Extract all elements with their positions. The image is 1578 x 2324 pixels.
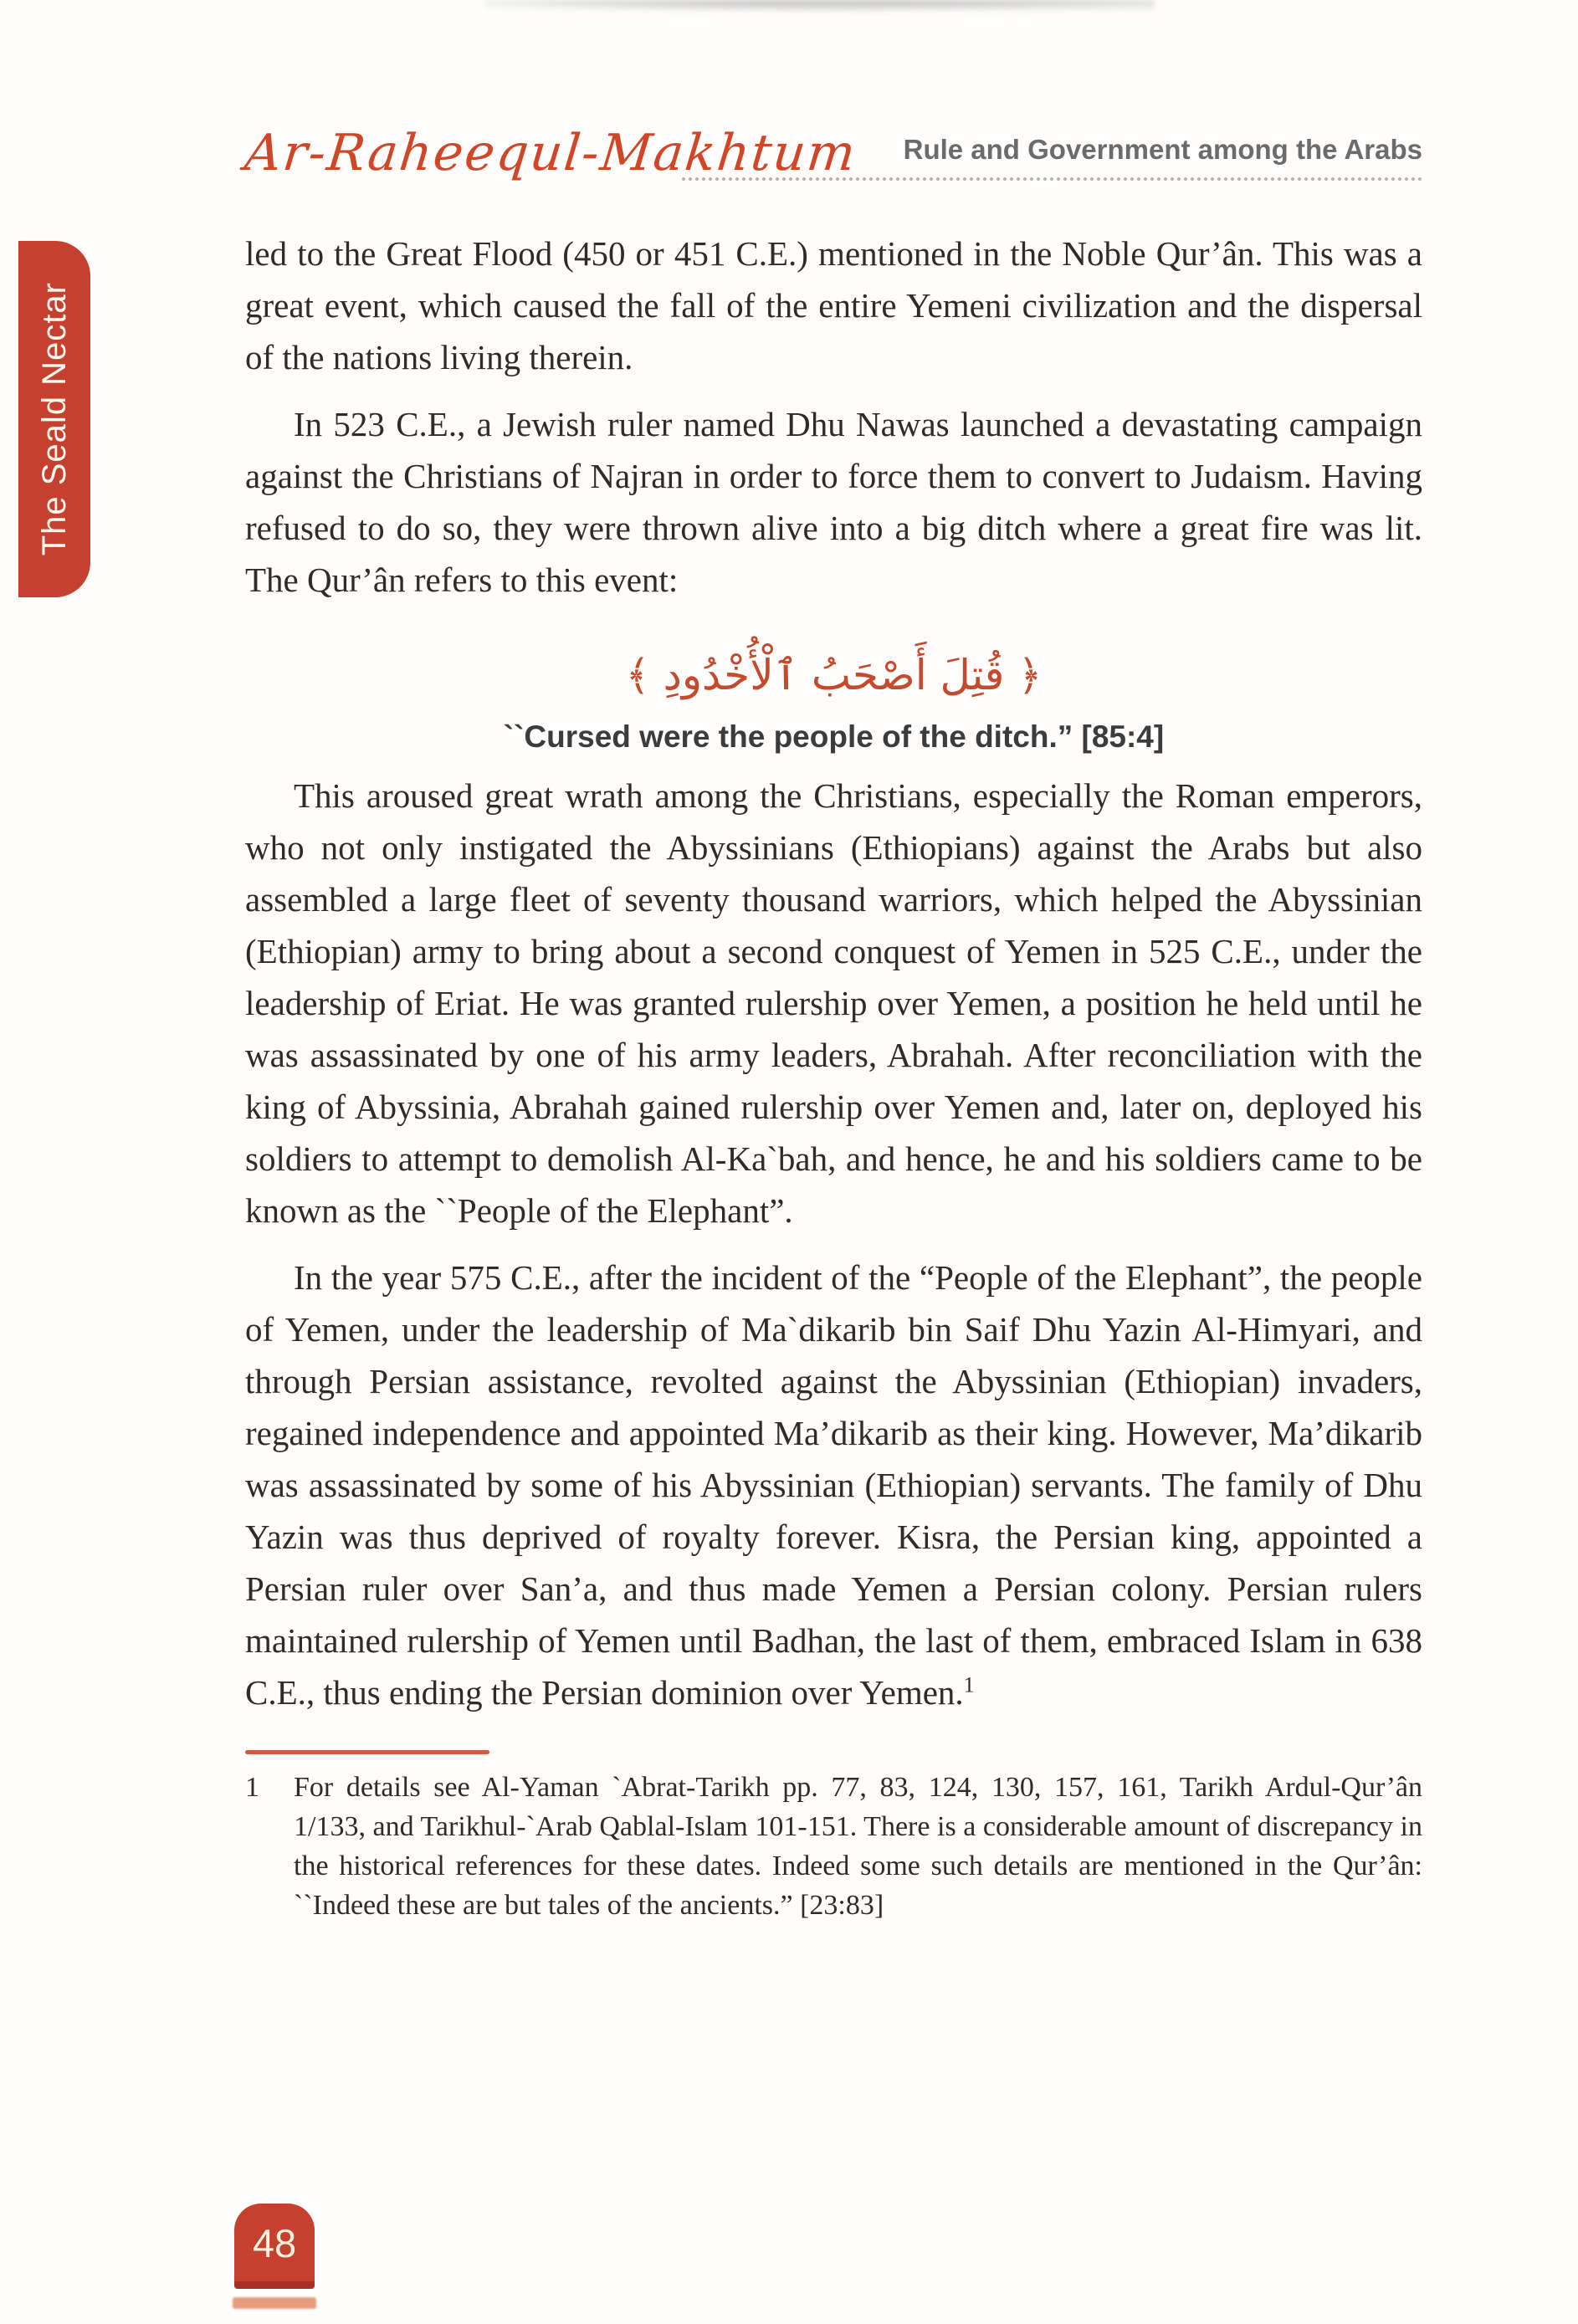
- paragraph-persian-rule: [245, 1252, 1422, 1718]
- footnote-number: 1: [245, 1772, 259, 1803]
- sidebar-tab-label: The Seald Nectar: [35, 282, 73, 556]
- badge-bottom-strip: [234, 2281, 315, 2289]
- quran-verse-translation: ``Cursed were the people of the ditch.” [85:4]: [503, 719, 1165, 754]
- footnote-reference: 1: [963, 1672, 975, 1697]
- paragraph-persian-rule-text: In the year 575 C.E., after the incident of the “People of the Elephant”, the people of Yemen, under the leadership of Ma`dikarib bin Saif Dhu Yazin Al-Himyari, and through Persian assistance, revolted against the Abyssinian (Ethiopian) invaders, regained independence and appointed Ma’dikarib as their king. However, Ma’dikarib was assassinated by some of his Abyssinian (Ethiopian) servants. The family of Dhu Yazin was thus deprived of royalty forever. Kisra, the Persian king, appointed a Persian ruler over San’a, and thus made Yemen a Persian colony. Persian rulers maintained rulership of Yemen until Badhan, the last of them, embraced Islam in 638 C.E., thus ending the Persian dominion over Yemen.: [245, 1258, 1422, 1712]
- section-title: Rule and Government among the Arabs: [903, 134, 1422, 165]
- page-number-badge: [234, 2204, 315, 2289]
- book-title-script: Ar-Raheequl-Makhtum: [242, 124, 860, 182]
- paragraph-dhu-nawas: In 523 C.E., a Jewish ruler named Dhu Nawas launched a devastating campaign against the Christians of Najran in order to force them to convert to Judaism. Having refused to do so, they were thrown alive into a big ditch where a great fire was lit. The Qur’ân refers to this event:: [245, 405, 1422, 599]
- sidebar-tab: [18, 241, 90, 597]
- page-header: [0, 0, 1578, 209]
- footnote-rule: [245, 1750, 489, 1754]
- footnote: [245, 1768, 1422, 1925]
- header-dotted-rule: [682, 177, 1422, 181]
- text-column: [245, 228, 1422, 1925]
- paragraph-abyssinian-conquest: This aroused great wrath among the Christians, especially the Roman emperors, who not only instigated the Abyssinians (Ethiopians) against the Arabs but also assembled a large fleet of seventy thousand warriors, which helped the Abyssinian (Ethiopian) army to bring about a second conquest of Yemen in 525 C.E., under the leadership of Eriat. He was granted rulership over Yemen, a position he held until he was assassinated by one of his army leaders, Abrahah. After reconciliation with the king of Abyssinia, Abrahah gained rulership over Yemen and, later on, deployed his soldiers to attempt to demolish Al-Ka`bah, and hence, he and his soldiers came to be known as the ``People of the Elephant”.: [245, 776, 1422, 1230]
- page-number: 48: [252, 2220, 297, 2265]
- footnote-text: For details see Al-Yaman `Abrat-Tarikh pp. 77, 83, 124, 130, 157, 161, Tarikh Ardul-Qur’ân 1/133, and Tarikhul-`Arab Qablal-Islam 101-151. There is a considerable amount of discrepancy in the historical references for these dates. Indeed some such details are mentioned in the Qur’ân: ``Indeed these are but tales of the ancients.” [23:83]: [294, 1772, 1422, 1921]
- quran-verse-arabic: ﴿ قُتِلَ أَصْحَبُ ٱلْأُخْدُودِ ﴾: [625, 651, 1043, 699]
- badge-shadow: [233, 2297, 316, 2309]
- paragraph-flood: led to the Great Flood (450 or 451 C.E.) mentioned in the Noble Qur’ân. This was a great event, which caused the fall of the entire Yemeni civilization and the dispersal of the nations living therein.: [245, 234, 1422, 376]
